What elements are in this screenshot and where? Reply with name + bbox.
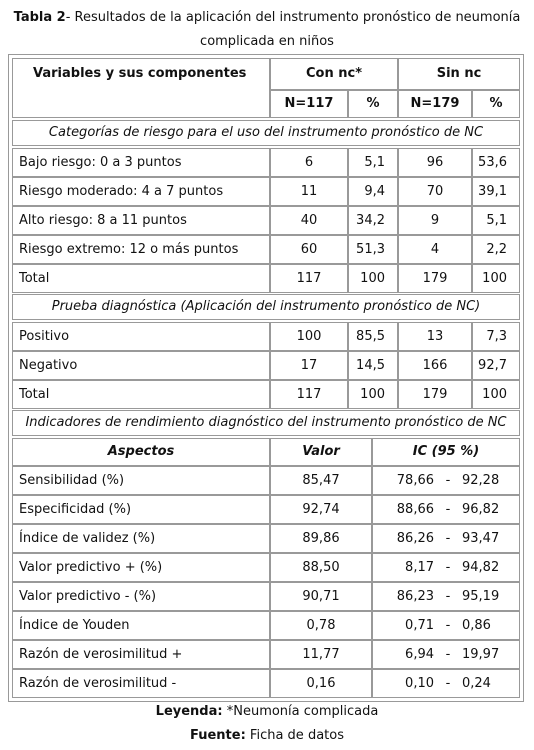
row-pct-sin: 100 (472, 380, 520, 409)
row-n-con: 40 (270, 206, 348, 235)
header-variables: Variables y sus componentes (12, 58, 270, 118)
legend-text: *Neumonía complicada (222, 704, 379, 719)
table-caption (0, 6, 534, 54)
indicator-label: Valor predictivo - (%) (12, 582, 270, 611)
row-pct-sin: 2,2 (472, 235, 520, 264)
legend-label: Leyenda: (155, 704, 223, 719)
row-pct-sin: 53,6 (472, 148, 520, 177)
ci-low: 6,94 (405, 646, 434, 662)
ci-high: 19,97 (462, 646, 500, 662)
row-n-sin: 9 (398, 206, 472, 235)
row-n-sin: 13 (398, 322, 472, 351)
ci-low: 0,71 (405, 617, 434, 633)
row-n-sin: 70 (398, 177, 472, 206)
header-pct-sin: % (472, 90, 520, 118)
section-title-indicators: Indicadores de rendimiento diagnóstico del instrumento pronóstico de NC (12, 410, 520, 436)
indicator-label: Especificidad (%) (12, 495, 270, 524)
indicator-ci (372, 524, 520, 553)
ci-high: 96,82 (462, 501, 500, 517)
section-title-diagnostic: Prueba diagnóstica (Aplicación del instrumento pronóstico de NC) (12, 294, 520, 320)
header-valor: Valor (270, 438, 372, 466)
indicator-label: Sensibilidad (%) (12, 466, 270, 495)
row-pct-sin: 100 (472, 264, 520, 293)
row-label: Positivo (12, 322, 270, 351)
ci-high: 0,86 (462, 617, 491, 633)
header-con-nc: Con nc* (270, 58, 398, 90)
row-pct-con: 85,5 (348, 322, 398, 351)
row-n-con: 117 (270, 380, 348, 409)
row-n-con: 6 (270, 148, 348, 177)
ci-high: 94,82 (462, 559, 500, 575)
ci-high: 0,24 (462, 675, 491, 691)
caption-text-1: - Resultados de la aplicación del instrumento pronóstico de neumonía (65, 10, 521, 25)
row-pct-con: 100 (348, 264, 398, 293)
row-n-con: 17 (270, 351, 348, 380)
indicator-ci (372, 553, 520, 582)
indicator-ci (372, 466, 520, 495)
indicator-value: 92,74 (270, 495, 372, 524)
ci-low: 88,66 (396, 501, 434, 517)
header-pct-con: % (348, 90, 398, 118)
row-n-con: 60 (270, 235, 348, 264)
caption-line-2: complicada en niños (200, 34, 334, 49)
indicator-label: Valor predictivo + (%) (12, 553, 270, 582)
indicator-ci (372, 669, 520, 698)
row-pct-con: 14,5 (348, 351, 398, 380)
row-n-sin: 179 (398, 380, 472, 409)
indicator-value: 11,77 (270, 640, 372, 669)
indicator-label: Índice de Youden (12, 611, 270, 640)
row-n-sin: 4 (398, 235, 472, 264)
ci-low: 86,26 (396, 530, 434, 546)
row-n-con: 117 (270, 264, 348, 293)
ci-separator: - (445, 675, 451, 691)
header-sin-nc: Sin nc (398, 58, 520, 90)
ci-separator: - (445, 559, 451, 575)
indicator-value: 89,86 (270, 524, 372, 553)
header-ic: IC (95 %) (372, 438, 520, 466)
row-n-sin: 96 (398, 148, 472, 177)
indicator-ci (372, 495, 520, 524)
caption-line-1 (0, 6, 534, 30)
section-title-risk: Categorías de riesgo para el uso del instrumento pronóstico de NC (12, 120, 520, 146)
indicator-ci (372, 640, 520, 669)
ci-separator: - (445, 588, 451, 604)
indicator-ci (372, 582, 520, 611)
indicator-value: 85,47 (270, 466, 372, 495)
indicator-label: Razón de verosimilitud + (12, 640, 270, 669)
indicator-value: 0,78 (270, 611, 372, 640)
ci-separator: - (445, 646, 451, 662)
ci-separator: - (445, 501, 451, 517)
ci-low: 86,23 (396, 588, 434, 604)
row-n-sin: 166 (398, 351, 472, 380)
row-pct-con: 34,2 (348, 206, 398, 235)
header-n-sin: N=179 (398, 90, 472, 118)
caption-label: Tabla 2 (13, 10, 66, 25)
row-pct-sin: 39,1 (472, 177, 520, 206)
row-label: Total (12, 264, 270, 293)
row-pct-sin: 92,7 (472, 351, 520, 380)
ci-high: 92,28 (462, 472, 500, 488)
source-text: Ficha de datos (245, 728, 344, 743)
ci-high: 95,19 (462, 588, 500, 604)
row-label: Negativo (12, 351, 270, 380)
indicator-value: 88,50 (270, 553, 372, 582)
ci-separator: - (445, 617, 451, 633)
ci-low: 8,17 (405, 559, 434, 575)
indicator-label: Índice de validez (%) (12, 524, 270, 553)
row-label: Riesgo moderado: 4 a 7 puntos (12, 177, 270, 206)
ci-separator: - (445, 530, 451, 546)
header-n-con: N=117 (270, 90, 348, 118)
row-label: Riesgo extremo: 12 o más puntos (12, 235, 270, 264)
indicator-ci (372, 611, 520, 640)
ci-separator: - (445, 472, 451, 488)
header-aspectos: Aspectos (12, 438, 270, 466)
row-pct-con: 5,1 (348, 148, 398, 177)
row-n-sin: 179 (398, 264, 472, 293)
source-line (0, 728, 534, 743)
ci-low: 0,10 (405, 675, 434, 691)
ci-low: 78,66 (396, 472, 434, 488)
row-label: Alto riesgo: 8 a 11 puntos (12, 206, 270, 235)
row-label: Bajo riesgo: 0 a 3 puntos (12, 148, 270, 177)
legend-line (0, 704, 534, 719)
ci-high: 93,47 (462, 530, 500, 546)
row-pct-con: 9,4 (348, 177, 398, 206)
row-n-con: 11 (270, 177, 348, 206)
row-pct-sin: 5,1 (472, 206, 520, 235)
row-n-con: 100 (270, 322, 348, 351)
row-pct-con: 51,3 (348, 235, 398, 264)
source-label: Fuente: (190, 728, 246, 743)
indicator-value: 90,71 (270, 582, 372, 611)
indicator-label: Razón de verosimilitud - (12, 669, 270, 698)
indicator-value: 0,16 (270, 669, 372, 698)
row-label: Total (12, 380, 270, 409)
row-pct-sin: 7,3 (472, 322, 520, 351)
row-pct-con: 100 (348, 380, 398, 409)
